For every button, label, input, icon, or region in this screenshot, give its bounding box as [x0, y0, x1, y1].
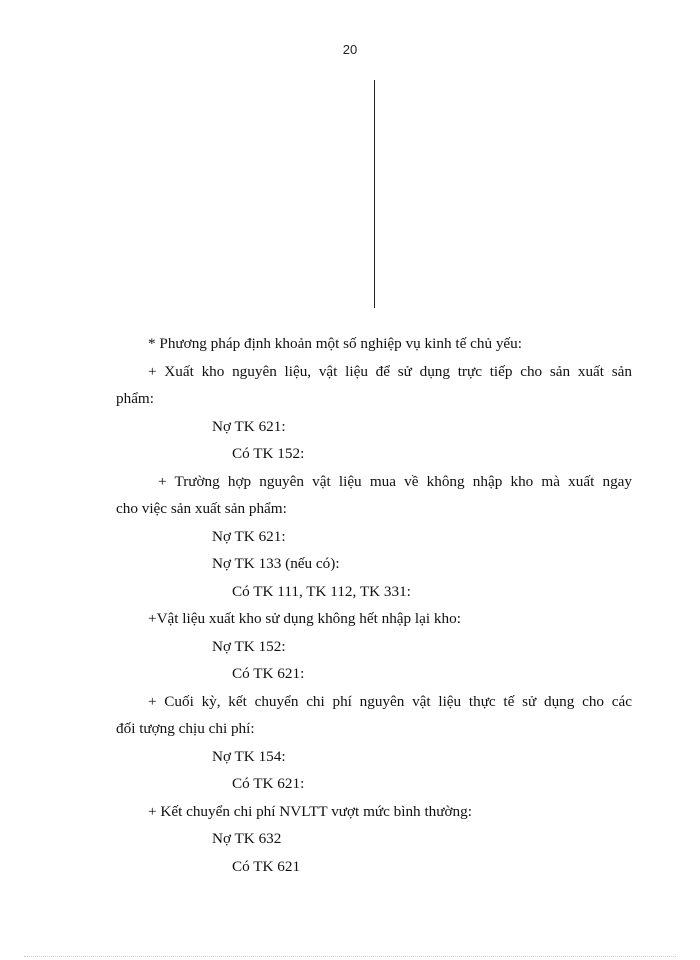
credit-entry: Có TK 621 [232, 858, 301, 875]
debit-entry: Nợ TK 621: [212, 418, 286, 435]
page-bottom-rule [24, 956, 676, 957]
debit-entry: Nợ TK 154: [212, 748, 286, 765]
section-heading: * Phương pháp định khoản một số nghiệp vụ kinh tế chủ yếu: [148, 335, 522, 352]
debit-entry: Nợ TK 133 (nếu có): [212, 555, 340, 572]
paragraph-line: + Xuất kho nguyên liệu, vật liệu để sử dụng trực tiếp cho sản xuất sản [148, 363, 632, 380]
paragraph-line: + Kết chuyển chi phí NVLTT vượt mức bình thường: [148, 803, 472, 820]
paragraph-line: +Vật liệu xuất kho sử dụng không hết nhập lại kho: [148, 610, 461, 627]
paragraph-line: cho việc sản xuất sản phẩm: [116, 500, 287, 517]
credit-entry: Có TK 152: [232, 445, 305, 462]
page-number: 20 [342, 42, 358, 57]
vertical-divider [374, 80, 375, 308]
credit-entry: Có TK 111, TK 112, TK 331: [232, 583, 411, 600]
paragraph-line: đối tượng chịu chi phí: [116, 720, 255, 737]
debit-entry: Nợ TK 621: [212, 528, 286, 545]
debit-entry: Nợ TK 152: [212, 638, 286, 655]
credit-entry: Có TK 621: [232, 775, 305, 792]
debit-entry: Nợ TK 632 [212, 830, 282, 847]
paragraph-line: + Trường hợp nguyên vật liệu mua về không nhập kho mà xuất ngay [158, 473, 632, 490]
paragraph-line: + Cuối kỳ, kết chuyển chi phí nguyên vật liệu thực tế sử dụng cho các [148, 693, 632, 710]
credit-entry: Có TK 621: [232, 665, 305, 682]
paragraph-line: phẩm: [116, 390, 154, 407]
